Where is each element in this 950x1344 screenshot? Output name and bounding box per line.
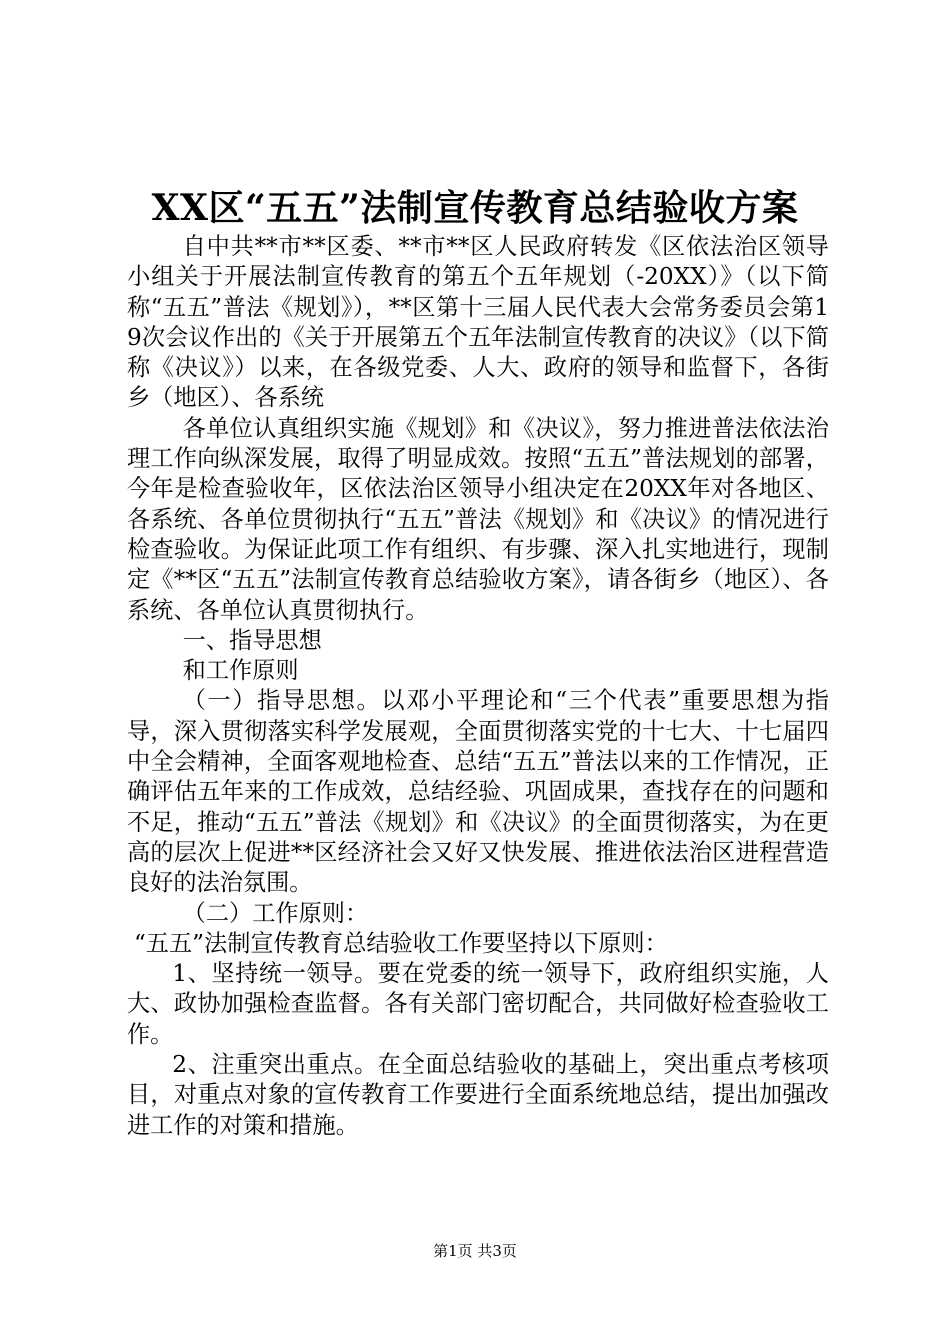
document-body bbox=[127, 232, 829, 1141]
paragraph-principles-heading: （二）工作原则： bbox=[182, 899, 369, 927]
paragraph-principle-1: 1、坚持统一领导。要在党委的统一领导下，政府组织实施，人大、政协加强检查监督。各有关部门密切配合，共同做好检查验收工作。 bbox=[127, 960, 829, 1048]
page-number-footer: 第1页 共3页 bbox=[433, 1242, 517, 1260]
section-heading-principles: 和工作原则 bbox=[182, 657, 299, 685]
paragraph-intro: 自中共**市**区委、**市**区人民政府转发《区依法治区领导小组关于开展法制宣传教育的第五个五年规划（-20XX）》（以下简称“五五”普法《规划》），**区第十三届人民代表大会常务委员会第19次会议作出的《关于开展第五个五年法制宣传教育的决议》（以下简称《决议》）以来，在各级党委、人大、政府的领导和监督下，各街乡（地区）、各系统 bbox=[127, 233, 829, 412]
paragraph-units: 各单位认真组织实施《规划》和《决议》，努力推进普法依法治理工作向纵深发展，取得了明显成效。按照“五五”普法规划的部署，今年是检查验收年，区依法治区领导小组决定在20XX年对各地区、各系统、各单位贯彻执行“五五”普法《规划》和《决议》的情况进行检查验收。为保证此项工作有组织、有步骤、深入扎实地进行，现制定《**区“五五”法制宣传教育总结验收方案》，请各街乡（地区）、各系统、各单位认真贯彻执行。 bbox=[127, 414, 829, 624]
paragraph-principle-2: 2、注重突出重点。在全面总结验收的基础上，突出重点考核项目，对重点对象的宣传教育工作要进行全面系统地总结，提出加强改进工作的对策和措施。 bbox=[127, 1051, 829, 1139]
section-heading-guiding: 一、指导思想 bbox=[182, 626, 322, 654]
document-title: XX区“五五”法制宣传教育总结验收方案 bbox=[151, 187, 799, 229]
paragraph-principles-intro: “五五”法制宣传教育总结验收工作要坚持以下原则： bbox=[133, 929, 668, 957]
paragraph-guiding-thought: （一）指导思想。以邓小平理论和“三个代表”重要思想为指导，深入贯彻落实科学发展观，全面贯彻落实党的十七大、十七届四中全会精神，全面客观地检查、总结“五五”普法以来的工作情况，正确评估五年来的工作成效，总结经验、巩固成果，查找存在的问题和不足，推动“五五”普法《规划》和《决议》的全面贯彻落实，为在更高的层次上促进**区经济社会又好又快发展、推进依法治区进程营造良好的法治氛围。 bbox=[127, 687, 829, 897]
